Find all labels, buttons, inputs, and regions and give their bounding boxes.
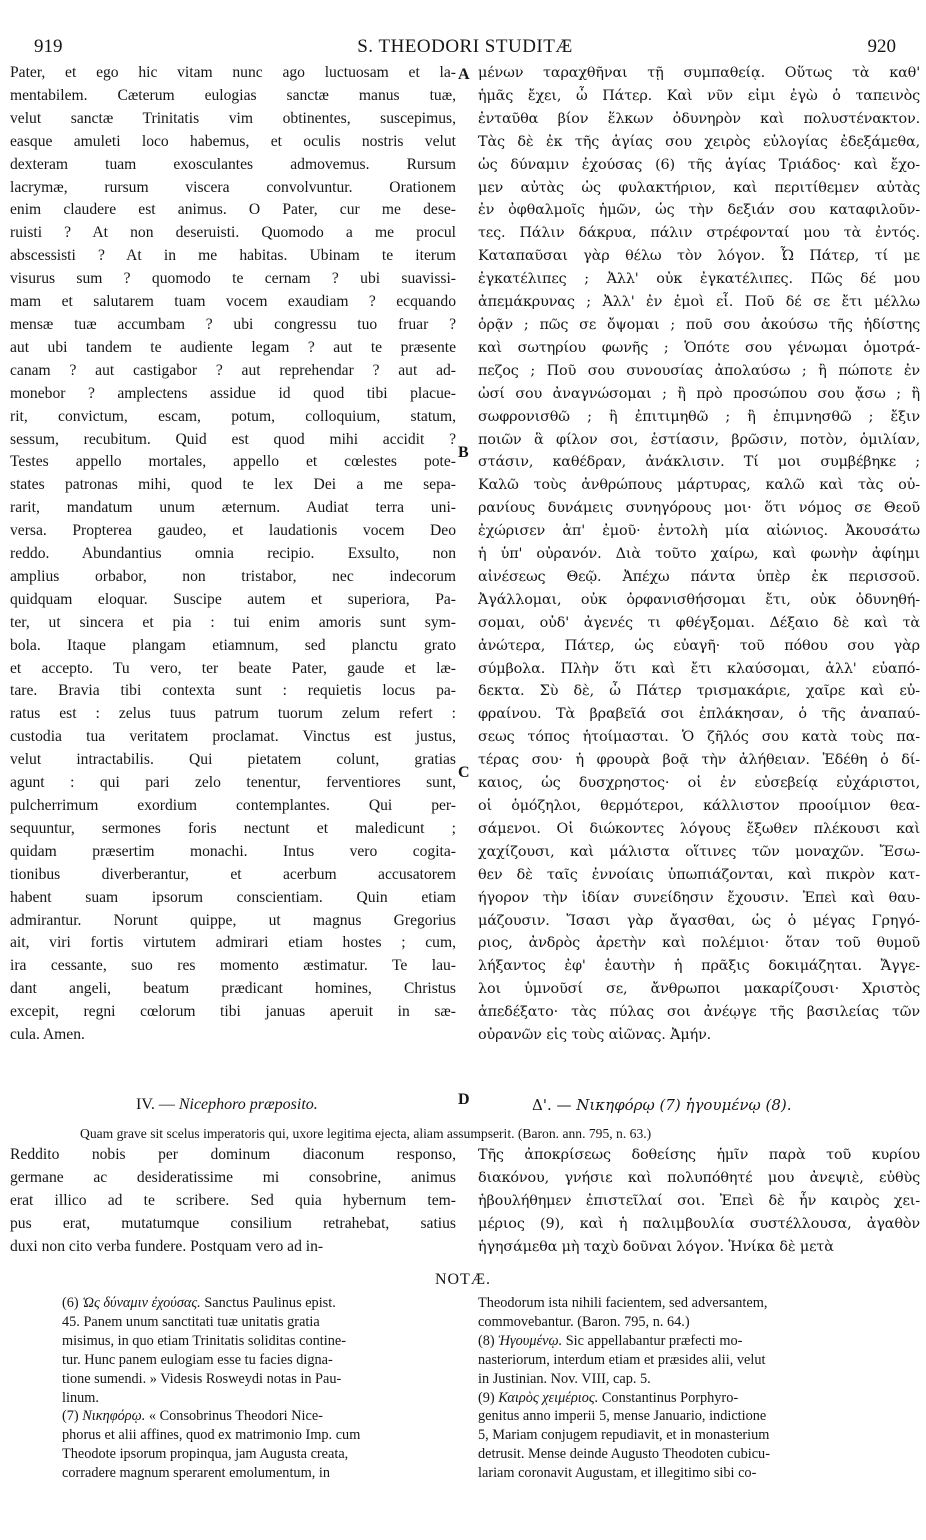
margin-marker-a: A	[458, 66, 470, 83]
latin-text-line: abscessisti ? At in me habitas. Ubinam te iterum	[10, 247, 456, 265]
latin-letter-title	[136, 1096, 318, 1114]
note-rest: lariam coronavit Augustam, et illegitimo sibi co-	[478, 1465, 757, 1482]
latin-text-line: easque amuleti loco habemus, et oculis nostris velut	[10, 132, 456, 150]
greek-text-line: μένων ταραχθῆναι τῇ συμπαθείᾳ. Οὕτως τὰ καθ'	[478, 65, 920, 81]
letter-summary: Quam grave sit scelus imperatoris qui, uxore legitima ejecta, aliam assumpserit. (Baron. ann. 795, n. 63.)	[80, 1126, 652, 1141]
note-line	[478, 1445, 900, 1464]
greek-text-line: δεκτα. Σὺ δὲ, ὦ Πάτερ τρισμακάριε, χαῖρε καὶ εὐ-	[478, 683, 920, 700]
note-rest: tur. Hunc panem eulogiam esse tu facies digna-	[62, 1351, 333, 1368]
note-it: Νικηφόρῳ.	[82, 1408, 146, 1425]
note-rest: nasteriorum, interdum etiam et præsides alii, velut	[478, 1351, 766, 1368]
greek-text-line: καιος, ὡς δυσχρηστος· οἱ ἐν εὐσεβείᾳ εὐχάριστοι,	[478, 775, 920, 792]
note-line	[478, 1313, 900, 1332]
note-rest: genitus anno imperii 5, mense Januario, indictione	[478, 1408, 767, 1425]
greek-text-line: ἐν ὀφθαλμοῖς ἡμῶν, ὡς τὴν δεξιάν σου καταφιλοῦν-	[478, 202, 920, 219]
note-line	[62, 1445, 454, 1464]
note-rest: linum.	[62, 1389, 99, 1406]
greek-text-line: χαχίζουσι, καὶ μάλιστα οἵτινες τῶν μοναχῶν. Ἔσω-	[478, 843, 920, 860]
note-rest: misimus, in quo etiam Trinitatis soliditas contine-	[62, 1332, 346, 1349]
greek-text-line: σωφρονισθῶ ; ἢ ἐπιτιμηθῶ ; ἢ ἐπιμνησθῶ ; ἔξιν	[478, 408, 920, 425]
note-line	[62, 1351, 454, 1370]
note-rest: Sic appellabantur præfecti mo-	[562, 1332, 743, 1349]
note-rest: 5, Mariam conjugem repudiavit, et in monasterium	[478, 1427, 770, 1444]
note-rest: commovebantur. (Baron. 795, n. 64.)	[478, 1313, 690, 1330]
note-line	[478, 1294, 900, 1313]
latin-text-line: ira cessante, suo res momento æstimatur. Te lau-	[10, 957, 456, 975]
latin-text-line: reddo. Abundantius omnia recipio. Exsulto, non	[10, 545, 456, 563]
greek-letter-title	[532, 1096, 792, 1114]
latin-text-line: custodia tua veritatem proclamat. Vinctus est justus,	[10, 728, 456, 746]
greek-text-line: ποιῶν ἃ φίλον σοι, ἑστίασιν, βρῶσιν, ποτὸν, ὁμιλίαν,	[478, 431, 920, 448]
greek-text-line: σομαι, οὐδ' ἀγενές τι φθέγξομαι. Δέξαιο δὲ καὶ τὰ	[478, 614, 920, 631]
note-lead: (7)	[62, 1408, 83, 1425]
note-it: Ὡς δύναμιν ἐχούσας.	[82, 1295, 201, 1311]
latin-text-line: bola. Itaque plangam etiamnum, sed planctu grato	[10, 636, 456, 654]
note-line	[62, 1313, 454, 1332]
note-rest: Constantinus Porphyro-	[598, 1389, 739, 1406]
greek-text-line: Καταπαῦσαι γὰρ θέλω τὸν λόγον. Ὦ Πάτερ, τί με	[478, 248, 920, 265]
greek-letter-line: ἡγησάμεθα μὴ ταχὺ δοῦναι λόγον. Ἡνίκα δὲ μετὰ	[478, 1238, 834, 1255]
greek-text-line: αἰνέσεως Θεῷ. Ἀπέχω πάντα ὑπὲρ ἐκ περισσοῦ.	[478, 568, 920, 585]
greek-text-line: καὶ σωτηρίου φωνῆς ; Ὁπότε σου γένωμαι ὁμοτρά-	[478, 339, 920, 356]
latin-text-line: pulcherrimum exordium contemplantes. Qui per-	[10, 797, 456, 814]
greek-text-line: ἡμᾶς ἔχει, ὦ Πάτερ. Καὶ νῦν εἰμι ἐγὼ ὁ ταπεινὸς	[478, 87, 920, 104]
latin-text-line: et accepto. Tu vero, ter beate Pater, gaude et læ-	[10, 659, 456, 677]
latin-text-line: cula. Amen.	[10, 1026, 85, 1044]
greek-text-line: φραίνου. Τὰ βραβεῖά σοι ἐπλάκησαν, ὁ τῆς ἀναπαύ-	[478, 706, 920, 723]
greek-letter-line: ἠβουλήθημεν ἐπιστεῖλαί σοι. Ἐπεὶ δὲ ἦν καιρὸς χει-	[478, 1192, 920, 1209]
latin-text-line: mentabilem. Cæterum eulogias sanctæ manus tuæ,	[10, 86, 456, 104]
greek-text-line: τες. Πάλιν δάκρυα, πάλιν στρέφονταί μου τὰ ἐντός.	[478, 225, 920, 242]
note-line	[478, 1426, 900, 1445]
margin-marker-c: C	[458, 764, 470, 781]
greek-text-line: ἀπεμάκρυνας ; Ἀλλ' ἐν ἐμοὶ εἶ. Ποῦ δέ σε ἔτι μέλλω	[478, 294, 920, 311]
greek-text-line: πεζος ; Ποῦ σου συνουσίας ἀπολαύσω ; ἢ πώποτε ἐν	[478, 362, 920, 379]
latin-text-line: mensæ tuæ accumbam ? ubi congressu tuo fruar ?	[10, 315, 456, 333]
note-it: Ἡγουμένῳ.	[498, 1332, 563, 1349]
latin-text-line: dant angeli, beatum prædicant homines, Christus	[10, 980, 456, 998]
note-line	[62, 1332, 454, 1351]
latin-text-line: ter, ut sincera et pia : tui enim amoris sunt sym-	[10, 613, 456, 631]
latin-letter-line: germane ac desideratissime mi consobrine, animus	[10, 1168, 456, 1186]
notes-heading: NOTÆ.	[434, 1271, 492, 1288]
greek-text-line: ὁρᾷν ; πῶς σε ὄψομαι ; ποῦ σου ἀκούσω τῆς ἡδίστης	[478, 316, 920, 333]
latin-text-line: ait, viri fortis virtutem admirari etiam hostes ; cum,	[10, 934, 456, 952]
greek-column	[478, 62, 920, 1047]
latin-text-line: velut intractabilis. Qui pietatem colunt, gratias	[10, 751, 456, 769]
latin-text-line: excepit, regni cœlorum tibi januas aperuit in sæ-	[10, 1003, 456, 1021]
greek-letter-body	[478, 1144, 920, 1259]
greek-text-line: τέρας σου· ἡ φρουρὰ βοᾷ τὴν ἀλήθειαν. Ἐδέθη ὁ δί-	[478, 752, 920, 769]
latin-text-line: sessum, recubitum. Quid est quod mihi accidit ?	[10, 430, 456, 448]
greek-letter-line: διακόνου, γνήσιε καὶ πολυπόθητέ μου ἀνεψιὲ, εὐθὺς	[478, 1169, 920, 1186]
latin-text-line: quidam præsertim monachi. Intus vero cogita-	[10, 842, 456, 860]
margin-marker-b: B	[458, 444, 469, 461]
note-line	[62, 1389, 454, 1408]
latin-text-line: agunt : qui pari zelo tenentur, ferventiores sunt,	[10, 774, 456, 792]
note-line	[62, 1426, 454, 1445]
note-line	[478, 1464, 900, 1483]
latin-letter-recipient: Nicephoro præposito.	[178, 1096, 318, 1113]
note-lead: (6)	[62, 1295, 83, 1311]
greek-text-line: ὠσί σου ἀναγνώσομαι ; ἢ πρὸ προσώπου σου ᾄσω ; ἢ	[478, 385, 920, 402]
page-number-right: 920	[867, 36, 896, 57]
greek-letter-line: Τῆς ἀποκρίσεως δοθείσης ἡμῖν παρὰ τοῦ κυρίου	[478, 1147, 920, 1163]
note-line	[62, 1407, 454, 1426]
latin-text-line: visurus sum ? quomodo te cernam ? ubi suavissi-	[10, 270, 456, 288]
latin-text-line: velut sanctæ Trinitatis vim obtinentes, suscepimus,	[10, 109, 456, 127]
latin-text-line: rarit, mandatum unum æternum. Audiat terra uni-	[10, 499, 456, 517]
note-rest: phorus et alii affines, quod ex matrimonio Imp. cum	[62, 1427, 361, 1444]
note-rest: tione sumendi. » Videsis Rosweydi notas in Pau-	[62, 1370, 342, 1387]
note-lead: (8)	[478, 1332, 499, 1349]
greek-text-line: οἱ ὁμόζηλοι, θερμότεροι, κάλλιστον προοίμιον θεα-	[478, 798, 920, 814]
greek-text-line: Καλῶ τοὺς ἀνθρώπους μάρτυρας, καλῶ καὶ τὰς οὐ-	[478, 477, 920, 494]
latin-letter-line: Reddito nobis per dominum diaconum responso,	[10, 1146, 456, 1163]
latin-text-line: versa. Propterea gaudeo, et laudationis vocem Deo	[10, 522, 456, 540]
greek-text-line: οὐρανῶν εἰς τοὺς αἰῶνας. Ἀμήν.	[478, 1027, 712, 1044]
latin-letter-line: pus erat, mutatumque consilium retrahebat, satius	[10, 1214, 456, 1232]
latin-text-line: rit, convictum, escam, potum, colloquium, statum,	[10, 407, 456, 425]
greek-text-line: ἐγκατέλιπες ; Ἀλλ' οὐκ ἐγκατέλιπες. Πῶς δέ μου	[478, 271, 920, 288]
notes-left-column	[62, 1294, 454, 1483]
latin-text-line: lacrymæ, rursum viscera convolvuntur. Orationem	[10, 178, 456, 196]
margin-marker-d: D	[458, 1091, 470, 1108]
latin-text-line: enim claudere est animus. O Pater, cur me dese-	[10, 201, 456, 219]
greek-text-line: Τὰς δὲ ἐκ τῆς ἁγίας σου χειρὸς εὐλογίας ἐδεξάμεθα,	[478, 133, 920, 150]
greek-text-line: μεν αὐτὰς ὡς φυλακτήριον, καὶ περιτίθεμεν αὐτὰς	[478, 179, 920, 196]
greek-text-line: ὡς δύναμιν ἐχούσας (6) τῆς ἁγίας Τριάδος· καὶ ἔχο-	[478, 156, 920, 173]
latin-text-line: dexteram tuam exosculantes admovemus. Rursum	[10, 155, 456, 173]
greek-text-line: λοι ὑμνοῦσί σε, ἄνθρωποι μακαρίζουσι· Χριστὸς	[478, 981, 920, 998]
note-it: Καιρὸς χειμέριος.	[498, 1389, 599, 1406]
latin-text-line: ratus est : zelus tuus patrum tuorum zelum refert :	[10, 705, 456, 723]
greek-text-line: ἐνταῦθα βίον ἕλκων ὀδυνηρὸν καὶ πολυστένακτον.	[478, 110, 920, 127]
greek-text-line: ἐχώρισεν ἀπ' ἐμοῦ· ἐντολὴ μία αἰώνιος. Ἀκουσάτω	[478, 523, 920, 540]
note-rest: in Justinian. Nov. VIII, cap. 5.	[478, 1370, 651, 1387]
greek-text-line: στάσιν, καθέδραν, ἀνάκλισιν. Τί μοι συμβέβηκε ;	[478, 454, 920, 471]
latin-text-line: monebor ? amplectens assidue id quod tibi placue-	[10, 384, 456, 402]
latin-text-line: tionibus diverberantur, et acerbum accusatorem	[10, 865, 456, 883]
greek-text-line: ἀπεδέξατο· τὰς πύλας σοι ἀνέῳγε τῆς βασιλείας τῶν	[478, 1004, 920, 1021]
latin-letter-body	[10, 1144, 456, 1259]
note-rest: Sanctus Paulinus epist.	[200, 1295, 336, 1311]
note-rest: Theodorum ista nihili facientem, sed adversantem,	[478, 1295, 768, 1311]
greek-text-line: σεως τόπος ἡτοίμασται. Ὁ ζῆλός σου κατὰ τοὺς πα-	[478, 729, 920, 746]
note-rest: 45. Panem unum sanctitati tuæ unitatis gratia	[62, 1313, 320, 1330]
note-line	[62, 1464, 454, 1483]
notes-right-column	[478, 1294, 900, 1483]
note-rest: « Consobrinus Theodori Nice-	[145, 1408, 323, 1425]
note-line	[478, 1407, 900, 1426]
greek-text-line: ρανίους δυνάμεις συνηγόρους μοι· ὅτι νόμος σε Θεοῦ	[478, 500, 920, 517]
greek-letter-recipient: Νικηφόρῳ (7) ἡγουμένῳ (8).	[576, 1096, 792, 1114]
latin-text-line: amplius orbabor, non tristabor, nec indecorum	[10, 567, 456, 585]
latin-text-line: sequuntur, sermones foris nectunt et maledicunt ;	[10, 819, 456, 837]
latin-letter-line: erat illico ad te scribere. Sed quia hybernum tem-	[10, 1191, 456, 1209]
greek-text-line: ἀνώτερα, Πάτερ, ὡς εὐαγῆ· τοῦ πόθου σου γὰρ	[478, 637, 920, 654]
note-line	[478, 1389, 900, 1408]
latin-text-line: quidquam eloquar. Suscipe autem et superiora, Pa-	[10, 590, 456, 608]
latin-letter-number: IV. —	[136, 1096, 175, 1113]
note-lead: (9)	[478, 1389, 499, 1406]
latin-text-line: tare. Bravia tibi contexta sunt : requietis locus pa-	[10, 682, 456, 700]
greek-letter-line: μέριος (9), καὶ ἡ παλιμβουλία συστέλλουσα, ἀγαθὸν	[478, 1215, 920, 1232]
latin-text-line: Pater, et ego hic vitam nunc ago luctuosam et la-	[10, 64, 456, 81]
latin-letter-line: duxi non cito verba fundere. Postquam vero ad in-	[10, 1237, 324, 1255]
latin-text-line: aut ubi tandem te audiente legam ? aut te præsente	[10, 338, 456, 356]
greek-text-line: ἡ ὑπ' οὐρανόν. Διὰ τοῦτο χαίρω, καὶ φωνὴν ἀφίημι	[478, 546, 920, 563]
greek-text-line: ήγορον τὴν ἰδίαν συνείδησιν ἔχουσιν. Ἐπεὶ καὶ θαυ-	[478, 889, 920, 906]
latin-text-line: canam ? aut castigabor ? aut reprehendar ? aut ad-	[10, 361, 456, 379]
running-title: S. THEODORI STUDITÆ	[357, 36, 573, 57]
note-rest: corradere magnum sperarent emolumentum, in	[62, 1465, 330, 1482]
greek-text-line: ριος, ἀνδρὸς ἀρετὴν καὶ πολέμιοι· ὅταν τοῦ θυμοῦ	[478, 935, 920, 952]
latin-column	[10, 62, 456, 1047]
greek-text-line: μάζουσιν. Ἴσασι γὰρ ἄγασθαι, ὡς ὁ μέγας Γρηγό-	[478, 912, 920, 929]
latin-text-line: admirantur. Norunt quippe, ut magnus Gregorius	[10, 911, 456, 929]
latin-text-line: ruisti ? At non deseruisti. Quomodo a me procul	[10, 224, 456, 242]
greek-text-line: λήξαντος ἐφ' ἑαυτὴν ἡ πρᾶξις δοκιμάζηται. Ἄγγε-	[478, 958, 920, 975]
note-rest: Theodote ipsorum propinqua, jam Augusta creata,	[62, 1446, 349, 1463]
note-line	[62, 1370, 454, 1389]
latin-text-line: Testes appello mortales, appello et cœlestes pote-	[10, 453, 456, 471]
greek-text-line: σάμενοι. Οἱ διώκοντες λόγους ἔξωθεν πλέκουσι καὶ	[478, 820, 920, 837]
latin-text-line: mam et salutarem tuam vocem exaudiam ? ecquando	[10, 293, 456, 311]
latin-text-line: habent suam ipsorum conscientiam. Quin etiam	[10, 888, 456, 906]
page-number-left: 919	[34, 36, 63, 57]
note-line	[62, 1294, 454, 1313]
latin-text-line: states patronas mihi, quod te lex Dei a me sepa-	[10, 476, 456, 494]
greek-text-line: θεν δὲ ταῖς ἐννοίαις ὑπωπιάζονται, καὶ πικρὸν κατ-	[478, 866, 920, 883]
greek-text-line: Ἀγάλλομαι, οὐκ ὀρφανισθήσομαι ἔτι, οὐκ ὀδυνηθή-	[478, 591, 920, 608]
note-rest: detrusit. Mense deinde Augusto Theodoten cubicu-	[478, 1446, 770, 1463]
note-line	[478, 1370, 900, 1389]
note-line	[478, 1351, 900, 1370]
greek-text-line: σύμβολα. Πλὴν ὅτι καὶ ἔτι κλαύσομαι, ἀλλ' εὐαπό-	[478, 660, 920, 677]
greek-letter-number: Δ'. —	[532, 1096, 572, 1114]
note-line	[478, 1332, 900, 1351]
